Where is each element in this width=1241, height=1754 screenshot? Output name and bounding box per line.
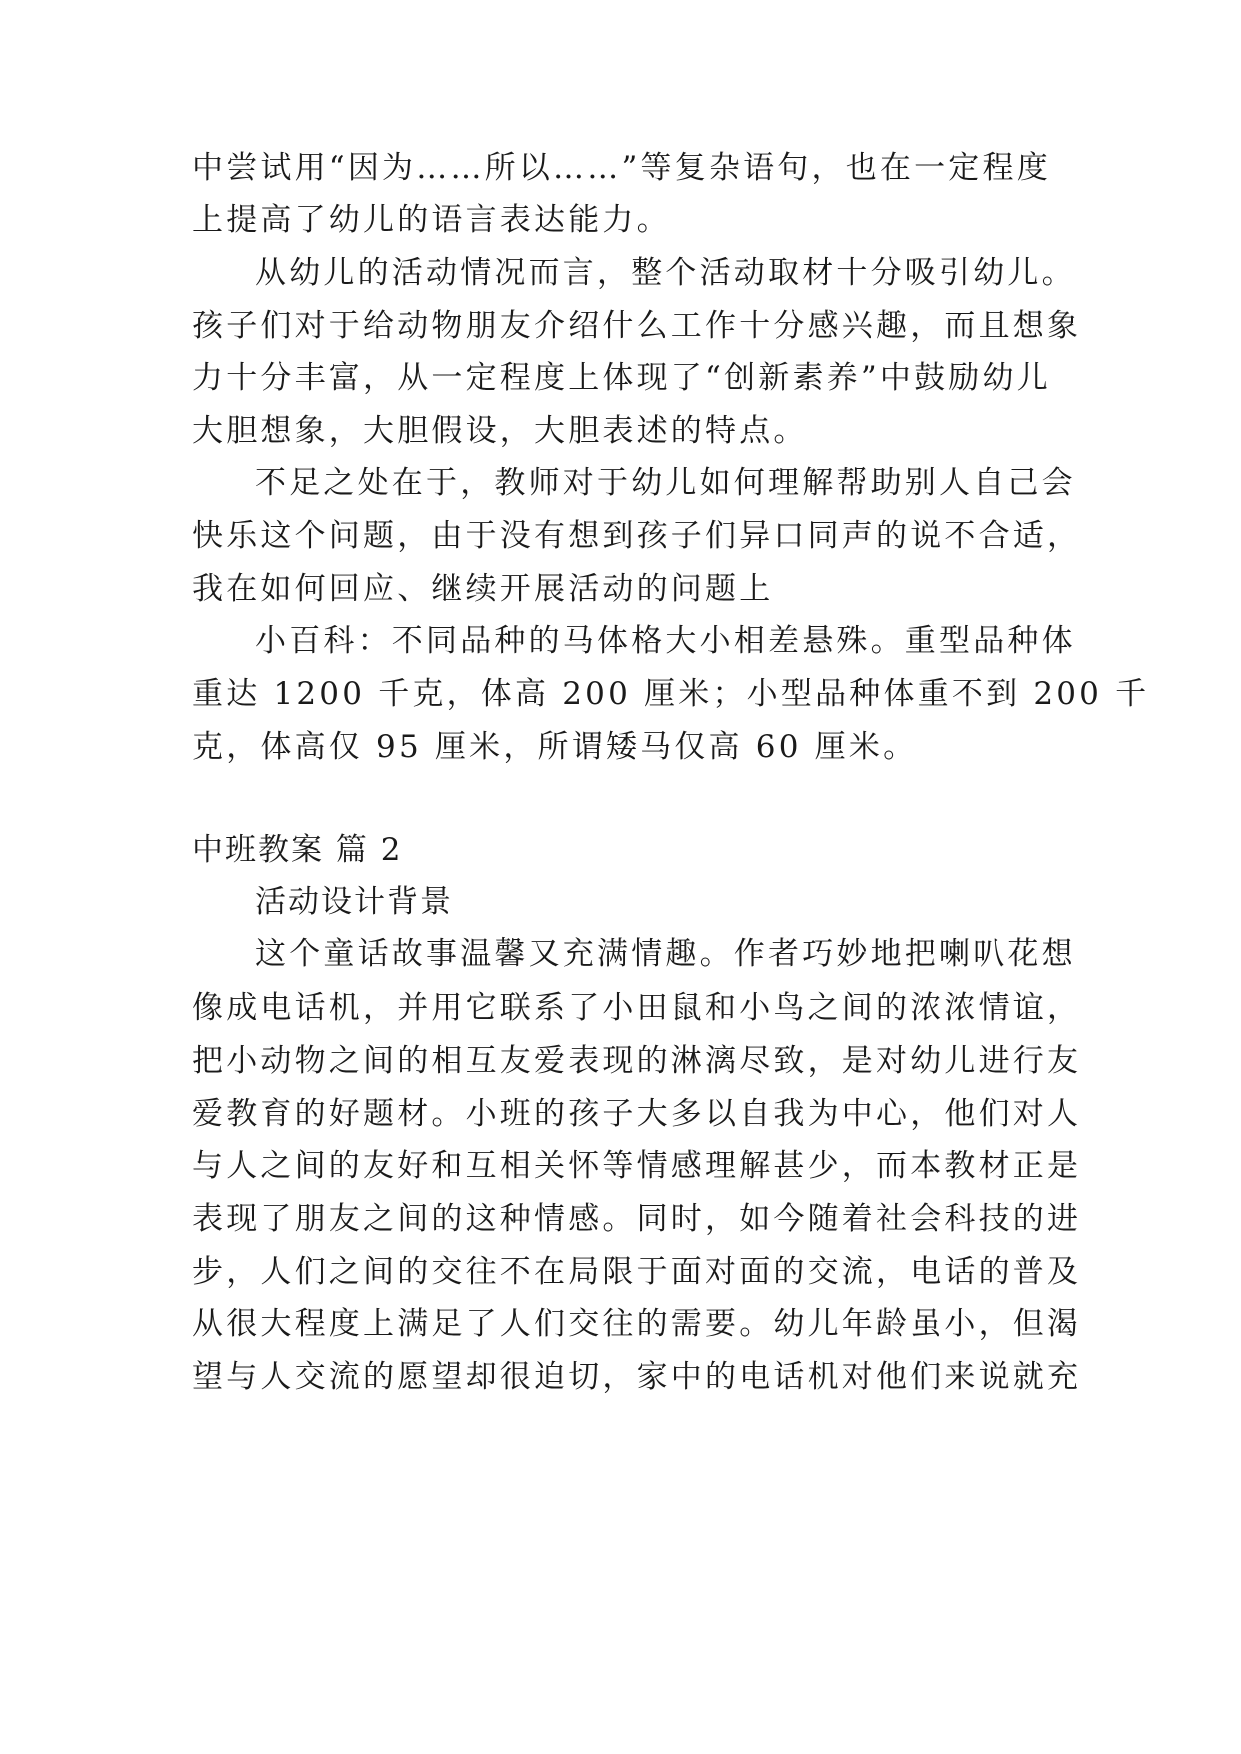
paragraph-line: 望与人交流的愿望却很迫切，家中的电话机对他们来说就充 — [192, 1359, 1082, 1395]
paragraph-line: 重达 1200 千克，体高 200 厘米；小型品种体重不到 200 千 — [192, 676, 1150, 712]
paragraph-line: 步，人们之间的交往不在局限于面对面的交流，电话的普及 — [192, 1254, 1082, 1290]
paragraph-line: 把小动物之间的相互友爱表现的淋漓尽致，是对幼儿进行友 — [192, 1043, 1082, 1079]
paragraph-line: 与人之间的友好和互相关怀等情感理解甚少，而本教材正是 — [192, 1148, 1082, 1184]
paragraph-line: 中尝试用“因为……所以……”等复杂语句，也在一定程度 — [192, 150, 1051, 186]
paragraph-line: 表现了朋友之间的这种情感。同时，如今随着社会科技的进 — [192, 1201, 1082, 1237]
paragraph-line: 快乐这个问题，由于没有想到孩子们异口同声的说不合适， — [192, 518, 1082, 554]
paragraph-line: 这个童话故事温馨又充满情趣。作者巧妙地把喇叭花想 — [255, 936, 1076, 972]
section-title: 中班教案 篇 2 — [192, 832, 403, 868]
paragraph-line: 不足之处在于，教师对于幼儿如何理解帮助别人自己会 — [255, 465, 1076, 501]
paragraph-line: 小百科：不同品种的马体格大小相差悬殊。重型品种体 — [255, 623, 1076, 659]
paragraph-line: 力十分丰富，从一定程度上体现了“创新素养”中鼓励幼儿 — [192, 360, 1051, 396]
paragraph-line: 孩子们对于给动物朋友介绍什么工作十分感兴趣，而且想象 — [192, 308, 1082, 344]
paragraph-line: 从幼儿的活动情况而言，整个活动取材十分吸引幼儿。 — [255, 255, 1076, 291]
paragraph-line: 大胆想象，大胆假设，大胆表述的特点。 — [192, 413, 808, 449]
paragraph-line: 我在如何回应、继续开展活动的问题上 — [192, 571, 774, 607]
paragraph-line: 上提高了幼儿的语言表达能力。 — [192, 202, 671, 238]
paragraph-line: 像成电话机，并用它联系了小田鼠和小鸟之间的浓浓情谊， — [192, 990, 1082, 1026]
paragraph-line: 克，体高仅 95 厘米，所谓矮马仅高 60 厘米。 — [192, 729, 918, 765]
paragraph-line: 从很大程度上满足了人们交往的需要。幼儿年龄虽小，但渴 — [192, 1306, 1082, 1342]
section-subtitle: 活动设计背景 — [255, 884, 453, 920]
paragraph-line: 爱教育的好题材。小班的孩子大多以自我为中心，他们对人 — [192, 1096, 1082, 1132]
